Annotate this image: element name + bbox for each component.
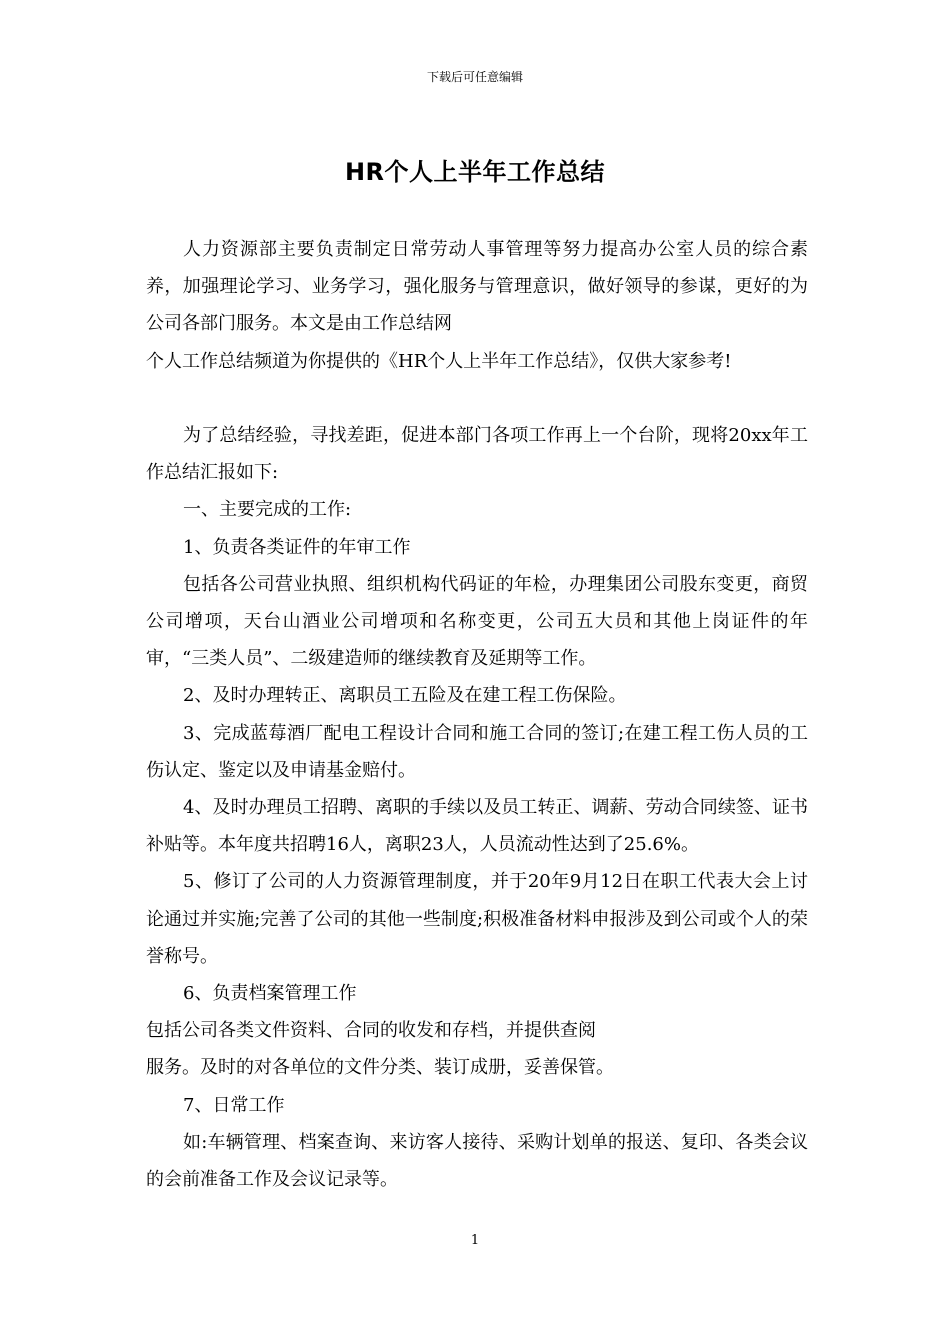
blank-line: [146, 380, 808, 417]
list-item: 4、及时办理员工招聘、离职的手续以及员工转正、调薪、劳动合同续签、证书补贴等。本年度共招聘16人，离职23人，人员流动性达到了25.6%。: [146, 797, 808, 856]
document-body: [146, 231, 808, 1198]
page-number: 1: [470, 1233, 480, 1248]
list-item-heading: 1、负责各类证件的年审工作: [183, 536, 411, 558]
section-heading: 一、主要完成的工作:: [183, 499, 352, 521]
list-item-heading: 6、负责档案管理工作: [183, 983, 357, 1005]
document-title: HR个人上半年工作总结: [344, 158, 606, 186]
header-note: 下载后可任意编辑: [426, 70, 523, 84]
paragraph: 为了总结经验，寻找差距，促进本部门各项工作再上一个台阶，现将20xx年工作总结汇报如下:: [146, 425, 808, 484]
list-item: 2、及时办理转正、离职员工五险及在建工程工伤保险。: [183, 685, 627, 707]
paragraph: 包括公司各类文件资料、合同的收发和存档，并提供查阅: [146, 1020, 596, 1042]
list-item-heading: 7、日常工作: [183, 1094, 285, 1116]
paragraph: 个人工作总结频道为你提供的《HR个人上半年工作总结》，仅供大家参考!: [146, 350, 732, 372]
paragraph: 人力资源部主要负责制定日常劳动人事管理等努力提高办公室人员的综合素养，加强理论学习、业务学习，强化服务与管理意识，做好领导的参谋，更好的为公司各部门服务。本文是由工作总结网: [146, 239, 808, 335]
list-item: 3、完成蓝莓酒厂配电工程设计合同和施工合同的签订;在建工程工伤人员的工伤认定、鉴定以及申请基金赔付。: [146, 722, 808, 781]
paragraph: 包括各公司营业执照、组织机构代码证的年检，办理集团公司股东变更，商贸公司增项，天台山酒业公司增项和名称变更，公司五大员和其他上岗证件的年审，“三类人员”、二级建造师的继续教育及延期等工作。: [146, 573, 808, 670]
list-item: 5、修订了公司的人力资源管理制度，并于20年9月12日在职工代表大会上讨论通过并实施;完善了公司的其他一些制度;积极准备材料申报涉及到公司或个人的荣誉称号。: [146, 871, 808, 967]
paragraph: 服务。及时的对各单位的文件分类、装订成册，妥善保管。: [146, 1057, 614, 1079]
paragraph: 如:车辆管理、档案查询、来访客人接待、采购计划单的报送、复印、各类会议的会前准备工作及会议记录等。: [146, 1131, 808, 1191]
